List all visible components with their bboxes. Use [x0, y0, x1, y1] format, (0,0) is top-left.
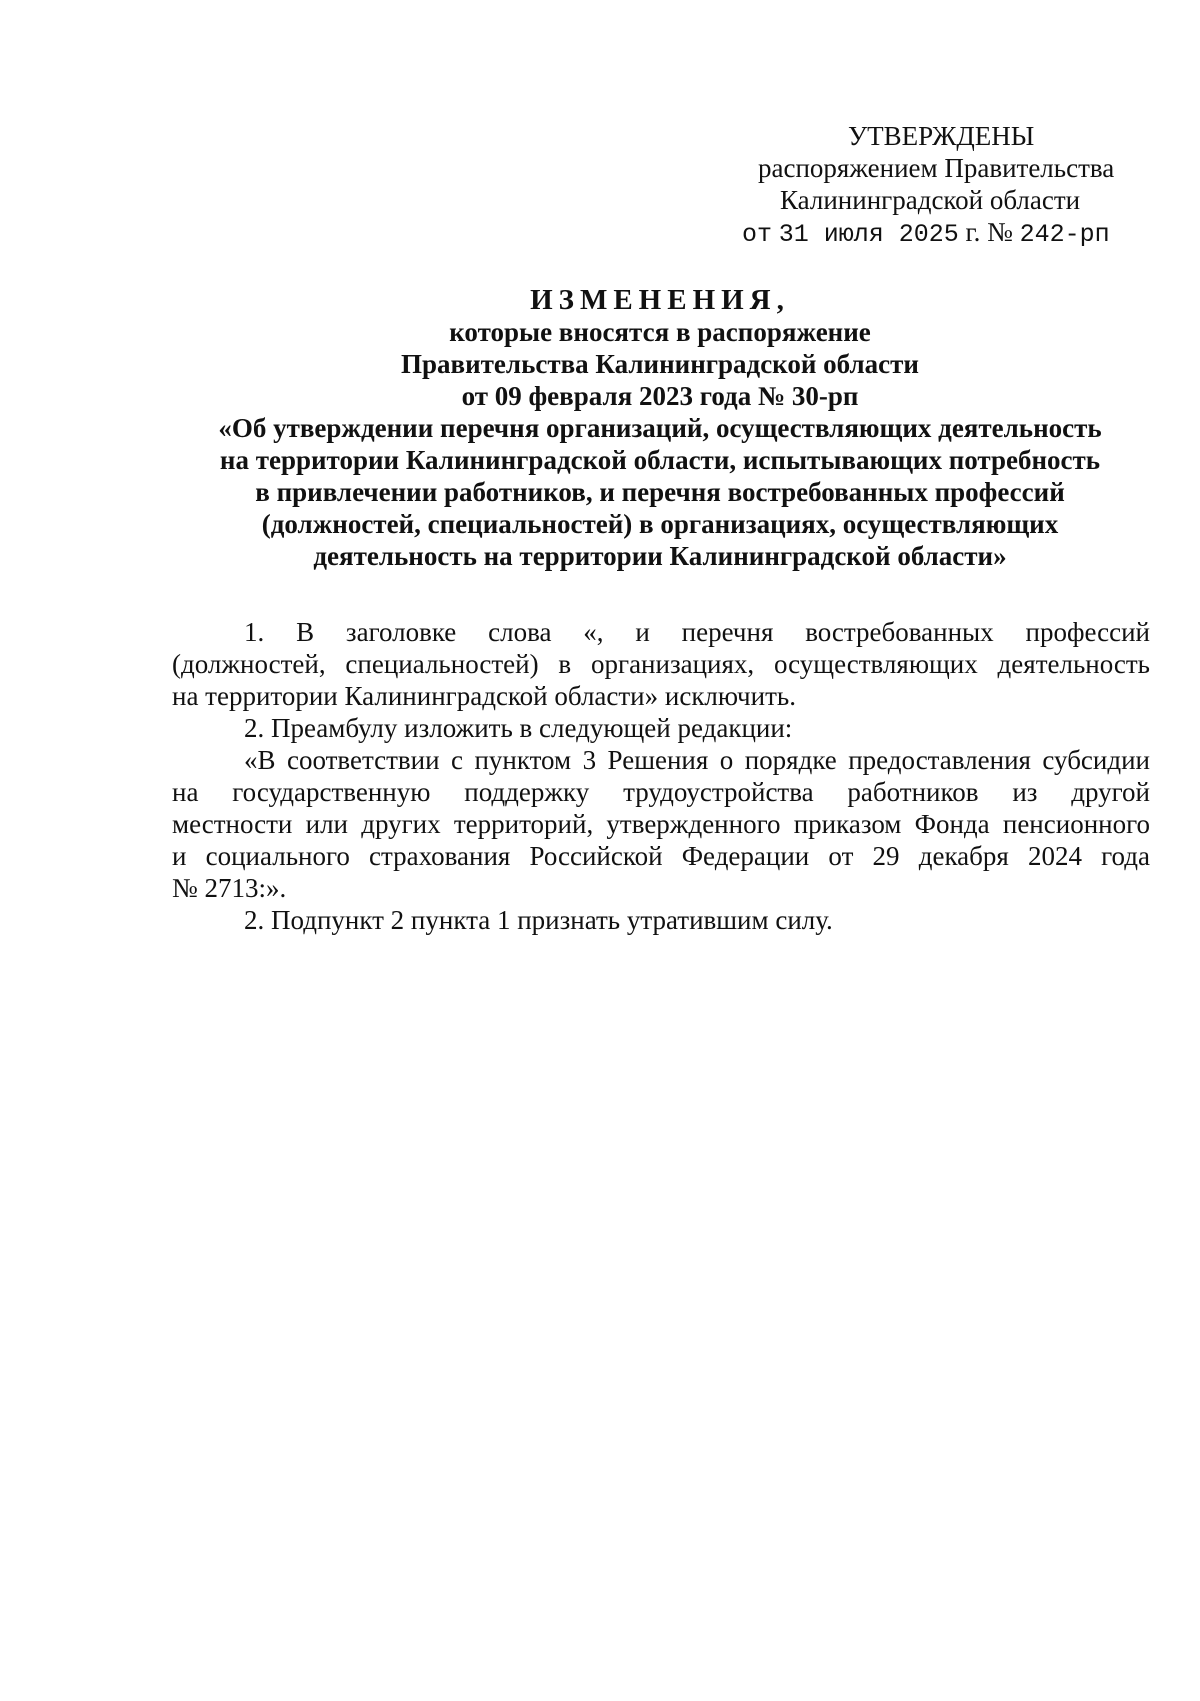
paragraph-line: «В соответствии с пунктом 3 Решения о порядке предоставления субсидии [244, 745, 1150, 775]
title-line: которые вносятся в распоряжение [449, 317, 871, 347]
paragraph-quote [172, 744, 1150, 904]
document-body [172, 616, 1150, 936]
title-line: от 09 февраля 2023 года № 30-рп [461, 381, 859, 411]
paragraph-line: на государственную поддержку трудоустройства работников из другой [172, 777, 1150, 807]
approval-stamp [690, 120, 1150, 251]
approval-date-suffix: г. № [965, 217, 1013, 247]
paragraph-line: (должностей, специальностей) в организациях, осуществляющих деятельность [172, 649, 1150, 679]
paragraph-item-1 [172, 616, 1150, 712]
paragraph-line: на территории Калининградской области» исключить. [172, 681, 796, 711]
paragraph-line: 2. Преамбулу изложить в следующей редакции: [244, 713, 793, 743]
title-line: (должностей, специальностей) в организациях, осуществляющих [261, 509, 1059, 539]
approval-region: Калининградской области [780, 185, 1081, 215]
title-line: на территории Калининградской области, испытывающих потребность [219, 445, 1101, 475]
approval-date-value: 31 июля 2025 [778, 220, 959, 249]
paragraph-line: 1. В заголовке слова «, и перечня востребованных профессий [244, 617, 1150, 647]
approval-status: УТВЕРЖДЕНЫ [848, 121, 1035, 151]
approval-date-line [690, 216, 1150, 251]
approval-number: 242-рп [1019, 220, 1110, 249]
approval-date-prefix: от [742, 220, 773, 249]
title-line: «Об утверждении перечня организаций, осуществляющих деятельность [218, 413, 1102, 443]
document-title [160, 284, 1160, 572]
paragraph-item-2 [172, 712, 1150, 744]
paragraph-line: № 2713:». [172, 873, 287, 903]
title-heading: ИЗМЕНЕНИЯ, [530, 284, 790, 316]
title-line: Правительства Калининградской области [401, 349, 919, 379]
title-line: в привлечении работников, и перечня востребованных профессий [255, 477, 1065, 507]
paragraph-item-3 [172, 904, 1150, 936]
paragraph-line: 2. Подпункт 2 пункта 1 признать утратившим силу. [244, 905, 833, 935]
approval-by-line: распоряжением Правительства [758, 153, 1115, 183]
paragraph-line: местности или других территорий, утвержденного приказом Фонда пенсионного [172, 809, 1150, 839]
paragraph-line: и социального страхования Российской Федерации от 29 декабря 2024 года [172, 841, 1150, 871]
title-line: деятельность на территории Калининградской области» [313, 541, 1007, 571]
